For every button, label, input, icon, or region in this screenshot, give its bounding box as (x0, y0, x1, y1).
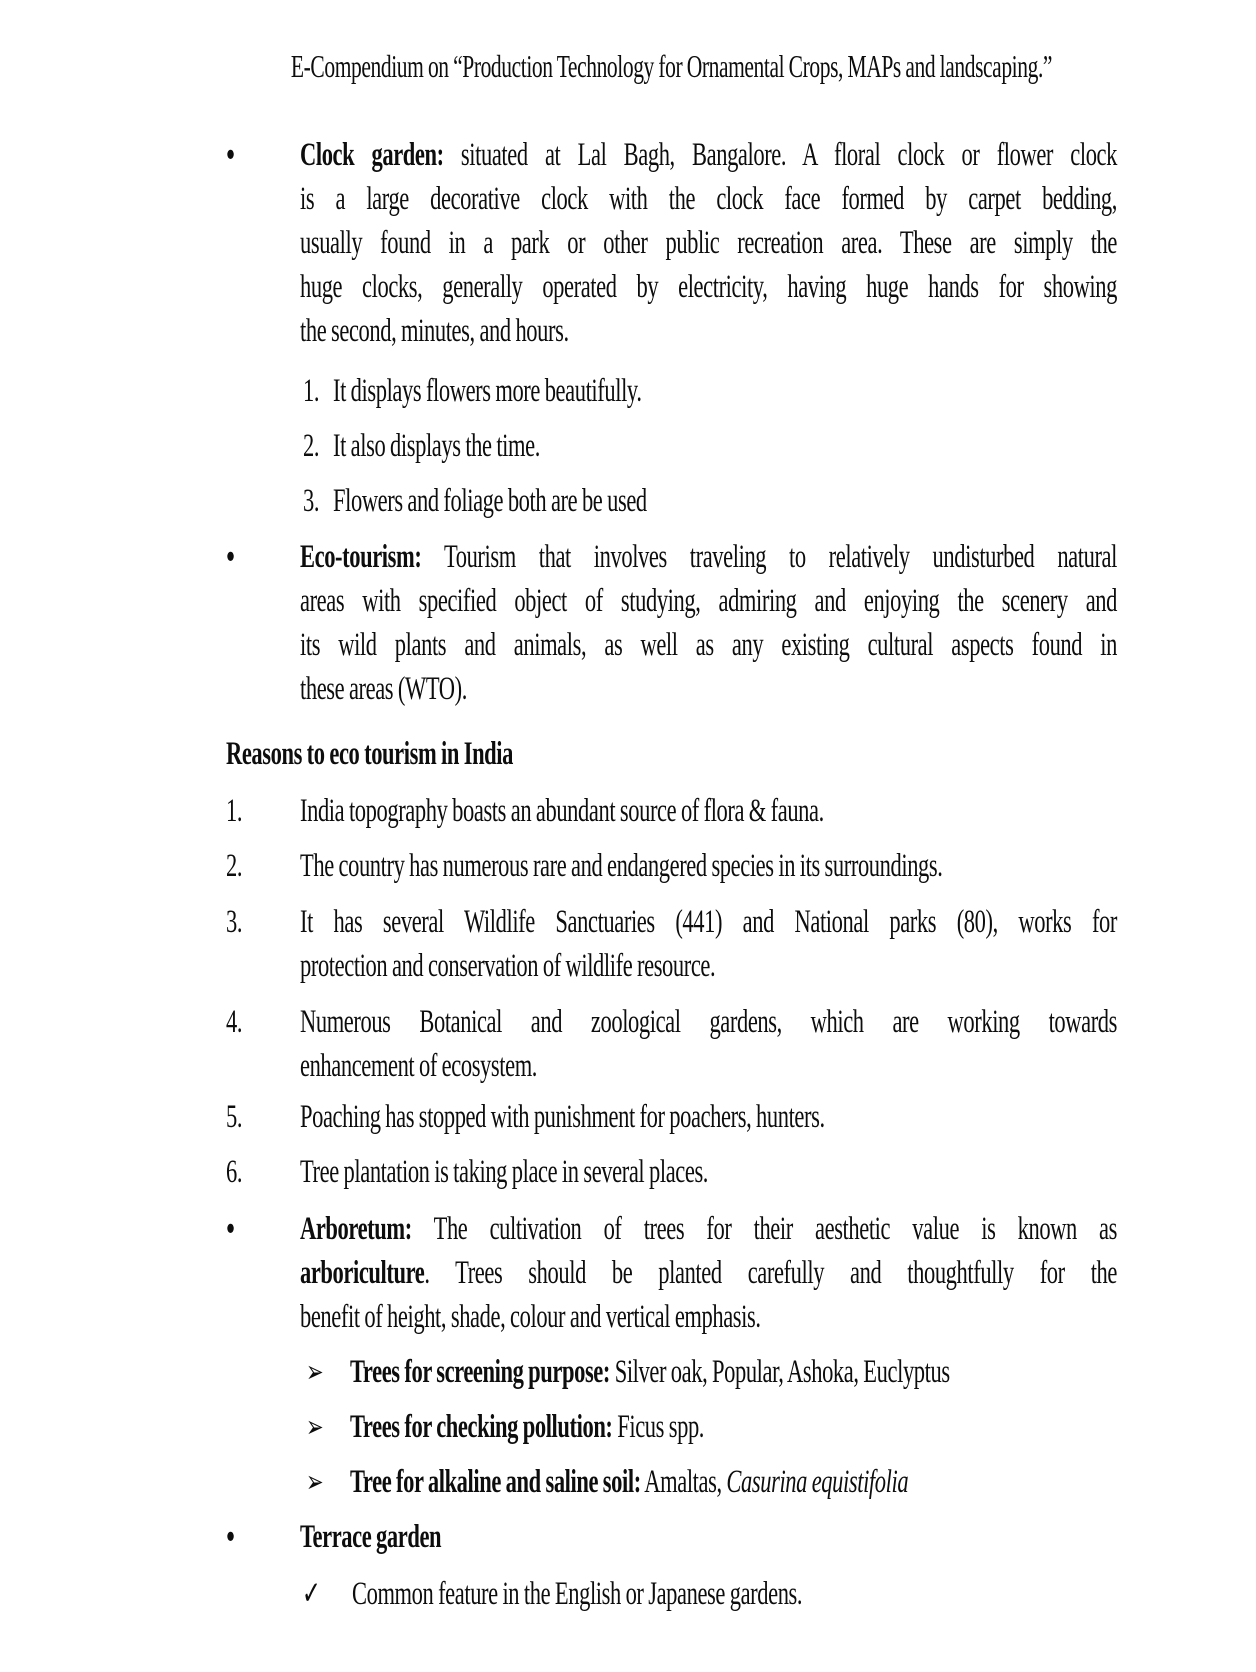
section-heading (226, 722, 1117, 786)
list-item-text: Flowers and foliage both are be used (333, 482, 647, 519)
reason-item-6 (226, 1140, 1117, 1204)
arboretum-text-3: benefit of height, shade, colour and vertical emphasis. (300, 1298, 761, 1335)
list-number: 1. (303, 372, 320, 409)
reason-text: It has several Wildlife Sanctuaries (441) and National parks (80), works for (300, 903, 1117, 940)
species-name-italic: Casurina equistifolia (726, 1463, 909, 1500)
page-content (226, 35, 1117, 1612)
list-number: 6. (226, 1153, 243, 1190)
tree-item-label: Trees for screening purpose: (350, 1353, 610, 1390)
eco-tourism-line-4 (226, 657, 1117, 721)
terrace-check-item (226, 1562, 1117, 1626)
eco-tourism-text-3: its wild plants and animals, as well as any existing cultural aspects found in (300, 626, 1117, 663)
clock-garden-text-4: huge clocks, generally operated by electricity, having huge hands for showing (300, 268, 1117, 305)
terrace-garden-line (226, 1505, 1117, 1569)
clock-garden-line-5 (226, 299, 1117, 363)
list-number: 2. (226, 847, 243, 884)
clock-garden-text-2: is a large decorative clock with the clock face formed by carpet bedding, (300, 180, 1117, 217)
reason-text: protection and conservation of wildlife resource. (300, 947, 716, 984)
bullet-icon: ● (226, 545, 235, 569)
arrow-bullet-icon: ➢ (306, 1354, 324, 1390)
arboretum-text-1: The cultivation of trees for their aesthetic value is known as (411, 1210, 1117, 1247)
clock-garden-section (226, 123, 1117, 519)
reason-text: Tree plantation is taking place in several places. (300, 1153, 709, 1190)
clock-garden-text-1: situated at Lal Bagh, Bangalore. A floral clock or flower clock (443, 136, 1117, 173)
reason-item-2 (226, 834, 1117, 898)
arboretum-term: Arboretum: (300, 1210, 412, 1247)
list-number: 3. (226, 903, 243, 940)
reason-text: enhancement of ecosystem. (300, 1047, 538, 1084)
tree-item-label: Trees for checking pollution: (350, 1408, 613, 1445)
list-number: 1. (226, 792, 243, 829)
reason-text: Numerous Botanical and zoological gardens, which are working towards (300, 1003, 1117, 1040)
reason-text: Poaching has stopped with punishment for poachers, hunters. (300, 1098, 825, 1135)
bullet-icon: ● (226, 1217, 235, 1241)
clock-garden-text-3: usually found in a park or other public recreation area. These are simply the (300, 224, 1117, 261)
list-item-text: It displays flowers more beautifully. (333, 372, 642, 409)
clock-list-item-3 (226, 469, 1117, 533)
eco-tourism-text-4: these areas (WTO). (300, 670, 467, 707)
section-heading-text: Reasons to eco tourism in India (226, 735, 513, 772)
eco-tourism-section (226, 525, 1117, 707)
reason-item-3-line-2 (226, 934, 1117, 998)
page-header (226, 35, 1117, 99)
terrace-garden-term: Terrace garden (300, 1518, 442, 1555)
arrow-bullet-icon: ➢ (306, 1464, 324, 1500)
tree-item-text: Ficus spp. (612, 1408, 705, 1445)
clock-garden-text-5: the second, minutes, and hours. (300, 312, 569, 349)
arboretum-section (226, 1197, 1117, 1500)
tree-item-text: Amaltas, (640, 1463, 727, 1500)
checkmark-icon: ✓ (302, 1575, 321, 1612)
tree-item-label: Tree for alkaline and saline soil: (350, 1463, 641, 1500)
reason-text: India topography boasts an abundant source of flora & fauna. (300, 792, 824, 829)
list-number: 5. (226, 1098, 243, 1135)
list-number: 4. (226, 1003, 243, 1040)
eco-tourism-text-1: Tourism that involves traveling to relatively undisturbed natural (421, 538, 1117, 575)
page-header-text: E-Compendium on “Production Technology for Ornamental Crops, MAPs and landscaping.” (290, 49, 1053, 85)
bullet-icon: ● (226, 143, 235, 167)
clock-garden-term: Clock garden: (300, 136, 444, 173)
arboriculture-term: arboriculture (300, 1254, 425, 1291)
reason-text: The country has numerous rare and endangered species in its surroundings. (300, 847, 943, 884)
list-number: 2. (303, 427, 320, 464)
tree-item-text: Silver oak, Popular, Ashoka, Euclyptus (609, 1353, 950, 1390)
arrow-bullet-icon: ➢ (306, 1409, 324, 1445)
terrace-check-text: Common feature in the English or Japanese gardens. (352, 1575, 803, 1612)
reasons-section (226, 722, 1117, 1190)
arboretum-text-2: . Trees should be planted carefully and thoughtfully for the (424, 1254, 1117, 1291)
eco-tourism-text-2: areas with specified object of studying, admiring and enjoying the scenery and (300, 582, 1117, 619)
eco-tourism-term: Eco-tourism: (300, 538, 422, 575)
list-number: 3. (303, 482, 320, 519)
terrace-garden-section (226, 1505, 1117, 1612)
list-item-text: It also displays the time. (333, 427, 540, 464)
bullet-icon: ● (226, 1525, 235, 1549)
